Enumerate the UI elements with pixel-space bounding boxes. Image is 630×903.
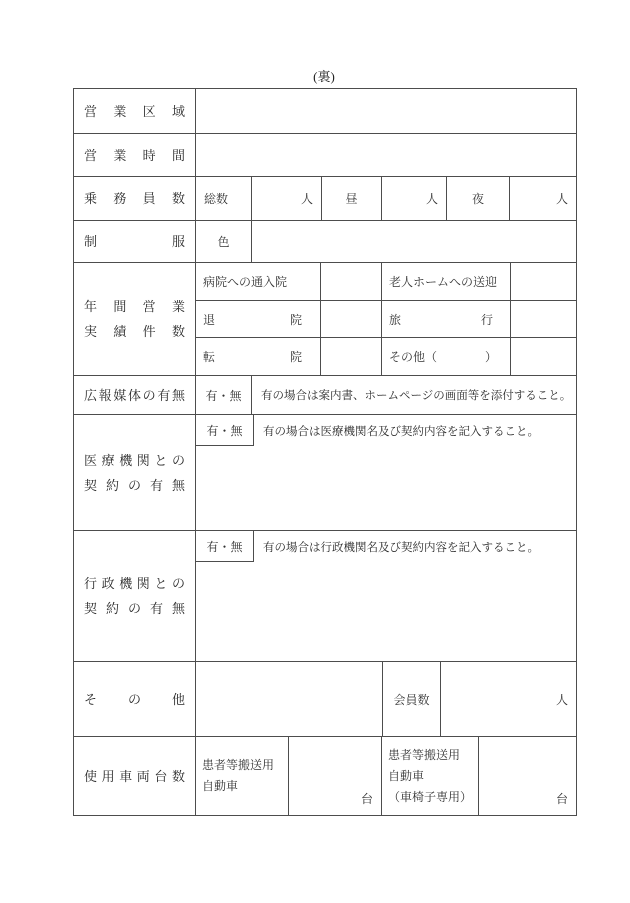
- row-other: [74, 662, 576, 737]
- crew-day-input-cell[interactable]: [382, 177, 447, 220]
- unit-person: 人: [300, 192, 313, 206]
- row-annual-results: [74, 263, 576, 376]
- row-vehicle-count: [74, 737, 576, 815]
- uniform-color-label: 色: [196, 221, 252, 262]
- row-crew-count: [74, 177, 576, 221]
- other-label: その他: [74, 662, 196, 736]
- page-title: (裏): [313, 69, 335, 84]
- medical-contract-choice[interactable]: 有・無: [196, 415, 254, 446]
- unit-person: 人: [425, 192, 438, 206]
- medical-contract-label: 医療機関との 契約の有無: [74, 415, 196, 530]
- row-medical-contract: [74, 415, 576, 531]
- annual-nursing-home-label: 老人ホームへの送迎: [382, 263, 511, 300]
- business-hours-label: 営業時間: [74, 134, 196, 176]
- vehicle-count-label: 使用車両台数: [74, 737, 196, 815]
- annual-discharge-input-cell[interactable]: [321, 301, 382, 338]
- annual-other-label: その他（ ）: [382, 338, 511, 375]
- unit-counter: 台: [360, 792, 373, 806]
- vehicle-type1-label: 患者等搬送用 自動車: [196, 737, 289, 815]
- medical-contract-note: 有の場合は医療機関名及び契約内容を記入すること。: [263, 425, 539, 438]
- pr-media-label: 広報媒体の有無: [74, 376, 196, 414]
- medical-contract-detail-input[interactable]: [196, 446, 576, 530]
- vehicle-type2-input-cell[interactable]: [479, 737, 576, 815]
- row-pr-media: [74, 376, 576, 415]
- crew-day-label: 昼: [322, 177, 382, 220]
- uniform-label: 制服: [74, 221, 196, 262]
- member-count-label: 会員数: [383, 662, 441, 736]
- annual-discharge-label: 退院: [196, 301, 321, 338]
- government-contract-label: 行政機関との 契約の有無: [74, 531, 196, 661]
- annual-transfer-label: 転院: [196, 338, 321, 375]
- annual-transfer-input-cell[interactable]: [321, 338, 382, 375]
- row-uniform: [74, 221, 576, 263]
- form-table: [73, 88, 577, 816]
- uniform-color-input-cell[interactable]: [252, 221, 576, 262]
- vehicle-type1-input-cell[interactable]: [289, 737, 382, 815]
- business-area-label: 営業区域: [74, 89, 196, 133]
- business-area-input-cell[interactable]: [196, 89, 576, 133]
- vehicle-type2-label: 患者等搬送用 自動車 （車椅子専用）: [382, 737, 479, 815]
- government-contract-choice[interactable]: 有・無: [196, 531, 254, 562]
- crew-night-label: 夜: [447, 177, 510, 220]
- unit-person: 人: [555, 192, 568, 206]
- member-count-input-cell[interactable]: [441, 662, 576, 736]
- unit-person: 人: [555, 692, 568, 707]
- crew-count-label: 乗務員数: [74, 177, 196, 220]
- annual-other-input-cell[interactable]: [511, 338, 576, 375]
- crew-total-label: 総数: [196, 177, 252, 220]
- annual-hospital-input-cell[interactable]: [321, 263, 382, 300]
- row-business-area: [74, 89, 576, 134]
- annual-results-label: 年間営業 実績件数: [74, 263, 196, 375]
- other-input-cell[interactable]: [196, 662, 383, 736]
- pr-media-note: 有の場合は案内書、ホームページの画面等を添付すること。: [261, 390, 572, 402]
- crew-total-input-cell[interactable]: [252, 177, 322, 220]
- annual-hospital-label: 病院への通入院: [196, 263, 321, 300]
- annual-travel-input-cell[interactable]: [511, 301, 576, 338]
- government-contract-note: 有の場合は行政機関名及び契約内容を記入すること。: [263, 541, 539, 554]
- government-contract-detail-input[interactable]: [196, 562, 576, 661]
- annual-travel-label: 旅行: [382, 301, 511, 338]
- unit-counter: 台: [555, 792, 568, 806]
- annual-nursing-home-input-cell[interactable]: [511, 263, 576, 300]
- row-business-hours: [74, 134, 576, 177]
- business-hours-input-cell[interactable]: [196, 134, 576, 176]
- pr-media-choice[interactable]: 有・無: [196, 376, 252, 414]
- crew-night-input-cell[interactable]: [510, 177, 576, 220]
- row-government-contract: [74, 531, 576, 662]
